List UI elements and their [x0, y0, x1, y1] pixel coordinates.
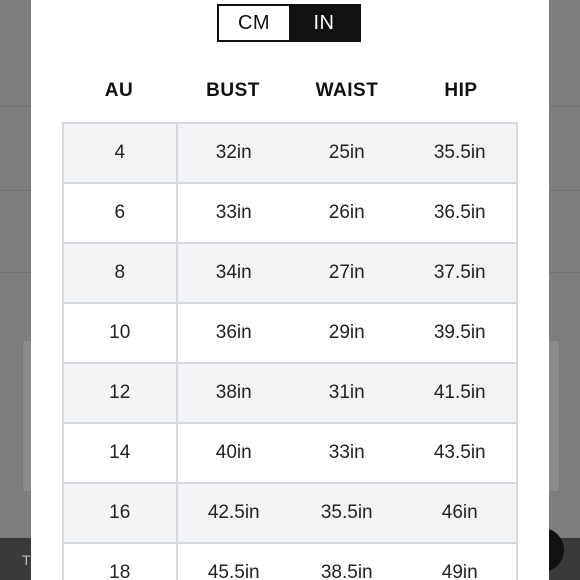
cell-hip: 36.5in [404, 183, 518, 243]
cell-waist: 38.5in [290, 543, 404, 580]
cell-waist: 27in [290, 243, 404, 303]
table-row [63, 483, 517, 543]
unit-cm-button[interactable]: CM [219, 6, 289, 40]
cell-bust: 32in [177, 123, 291, 183]
cell-hip: 37.5in [404, 243, 518, 303]
cell-waist: 33in [290, 423, 404, 483]
size-guide-modal [31, 0, 549, 580]
cell-size: 8 [63, 243, 177, 303]
cell-size: 4 [63, 123, 177, 183]
background-bottom-text: T [22, 552, 31, 568]
header-au: AU [104, 80, 134, 101]
cell-bust: 33in [177, 183, 291, 243]
unit-toggle [217, 4, 361, 42]
cell-waist: 25in [290, 123, 404, 183]
cell-size: 6 [63, 183, 177, 243]
table-row [63, 243, 517, 303]
cell-bust: 40in [177, 423, 291, 483]
cell-hip: 46in [404, 483, 518, 543]
unit-in-button[interactable]: IN [289, 6, 359, 40]
table-row [63, 543, 517, 580]
header-hip: HIP [444, 80, 478, 101]
cell-hip: 39.5in [404, 303, 518, 363]
cell-hip: 49in [404, 543, 518, 580]
cell-bust: 45.5in [177, 543, 291, 580]
table-row [63, 423, 517, 483]
header-waist: WAIST [315, 80, 379, 101]
cell-waist: 35.5in [290, 483, 404, 543]
table-row [63, 363, 517, 423]
cell-size: 12 [63, 363, 177, 423]
cell-size: 10 [63, 303, 177, 363]
cell-hip: 41.5in [404, 363, 518, 423]
header-bust: BUST [206, 80, 260, 101]
table-row [63, 183, 517, 243]
cell-bust: 36in [177, 303, 291, 363]
cell-hip: 35.5in [404, 123, 518, 183]
cell-bust: 42.5in [177, 483, 291, 543]
table-row [63, 123, 517, 183]
cell-size: 18 [63, 543, 177, 580]
cell-bust: 34in [177, 243, 291, 303]
size-table [62, 122, 518, 580]
table-row [63, 303, 517, 363]
cell-hip: 43.5in [404, 423, 518, 483]
cell-size: 16 [63, 483, 177, 543]
cell-waist: 31in [290, 363, 404, 423]
cell-size: 14 [63, 423, 177, 483]
table-header [62, 76, 518, 106]
cell-bust: 38in [177, 363, 291, 423]
cell-waist: 29in [290, 303, 404, 363]
cell-waist: 26in [290, 183, 404, 243]
background-card [548, 340, 560, 492]
